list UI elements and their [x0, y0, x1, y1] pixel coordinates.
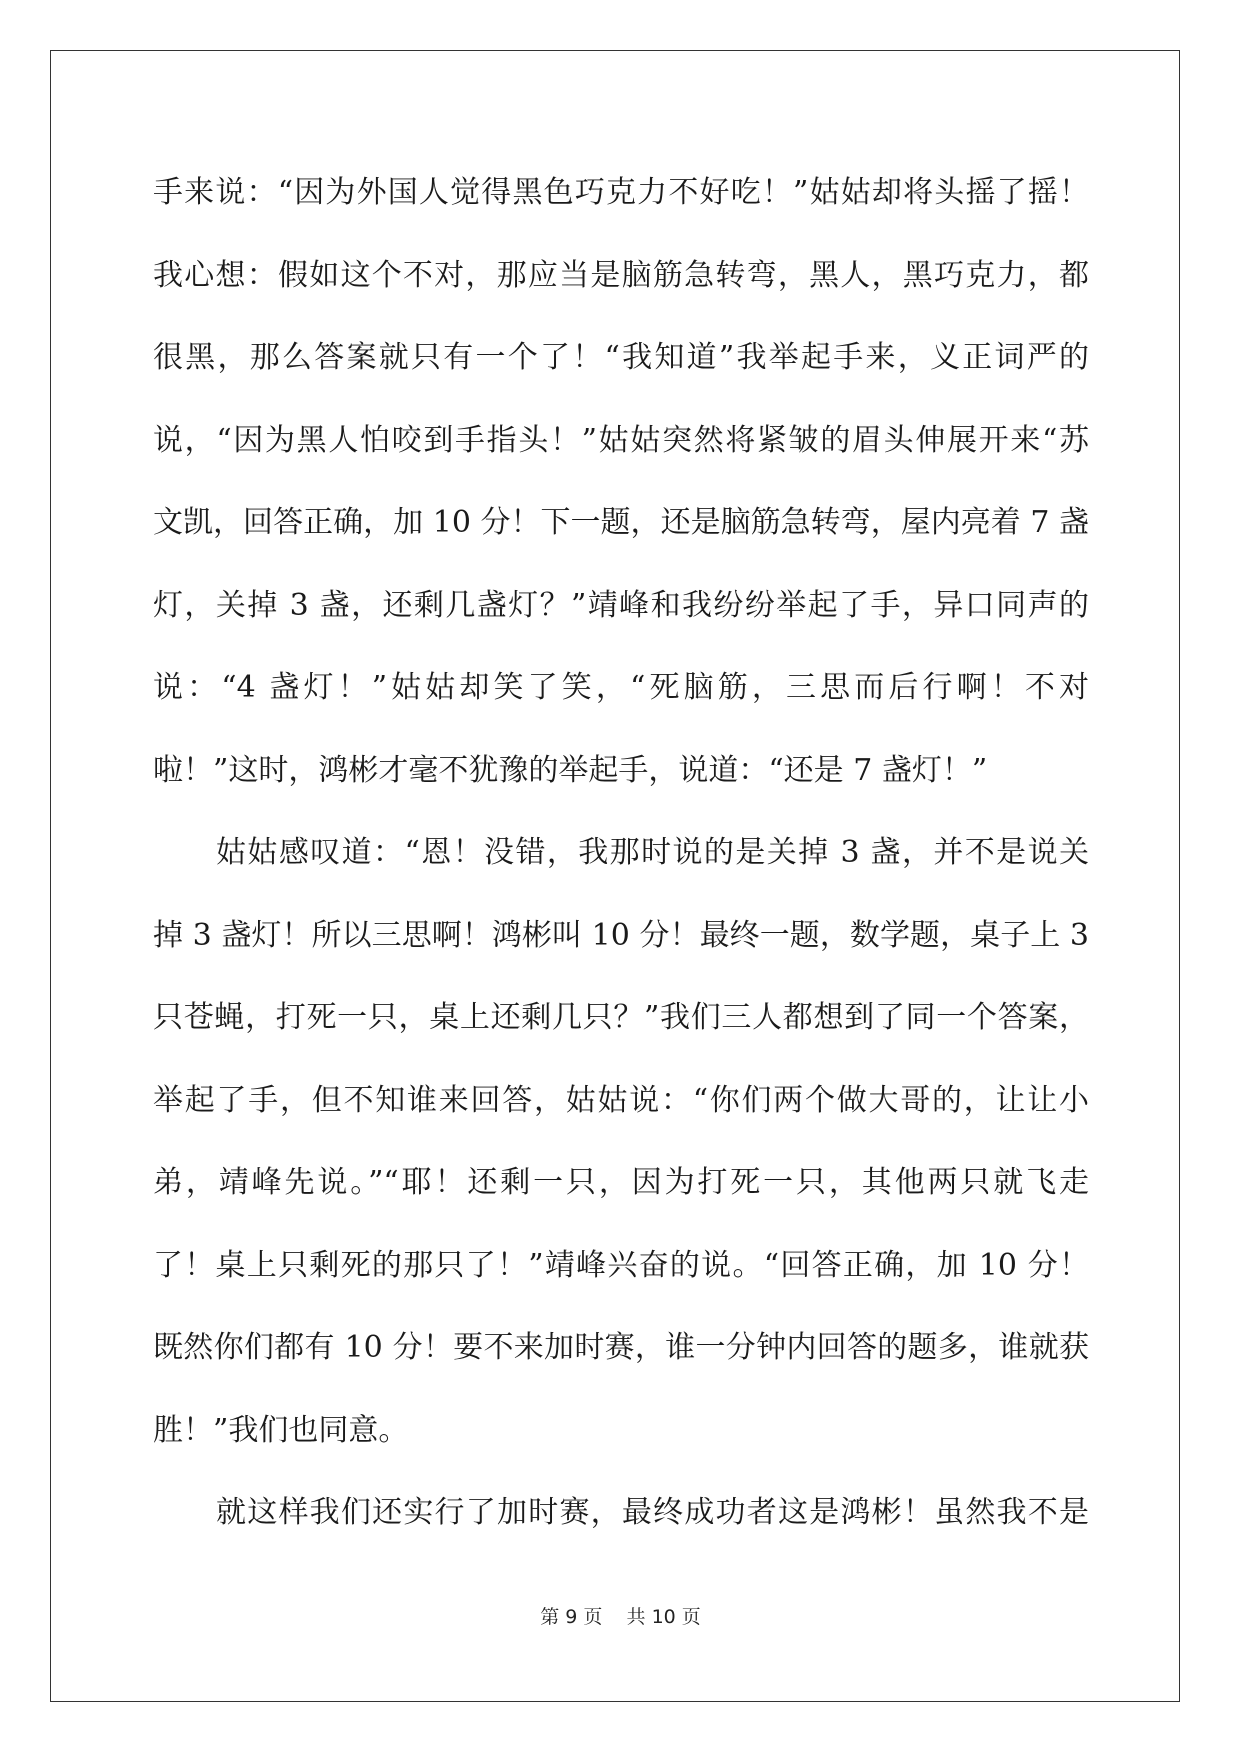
text-line: 啦！”这时，鸿彬才毫不犹豫的举起手，说道：“还是 7 盏灯！”: [153, 752, 988, 788]
text-line: 灯，关掉 3 盏，还剩几盏灯？”靖峰和我纷纷举起了手，异口同声的: [153, 587, 1089, 623]
text-line: 只苍蝇，打死一只，桌上还剩几只？”我们三人都想到了同一个答案，: [153, 1000, 1089, 1035]
text-line: 很黑，那么答案就只有一个了！“我知道”我举起手来，义正词严的: [153, 340, 1089, 375]
page-footer: [0, 1602, 1241, 1629]
text-line: 姑姑感叹道：“恩！没错，我那时说的是关掉 3 盏，并不是说关: [216, 835, 1089, 870]
text-line: 说，“因为黑人怕咬到手指头！”姑姑突然将紧皱的眉头伸展开来“苏: [153, 422, 1089, 458]
text-line: 弟，靖峰先说。”“耶！还剩一只，因为打死一只，其他两只就飞走: [153, 1165, 1089, 1200]
text-line: 了！桌上只剩死的那只了！”靖峰兴奋的说。“回答正确，加 10 分！: [153, 1247, 1089, 1283]
text-line: 文凯，回答正确，加 10 分！下一题，还是脑筋急转弯，屋内亮着 7 盏: [153, 505, 1089, 540]
text-line: 说：“4 盏灯！”姑姑却笑了笑，“死脑筋，三思而后行啊！不对: [153, 670, 1089, 705]
page-total: 共 10 页: [626, 1606, 701, 1628]
text-line: 我心想：假如这个不对，那应当是脑筋急转弯，黑人，黑巧克力，都: [153, 257, 1089, 293]
document-body: [153, 152, 1089, 1555]
text-line: 举起了手，但不知谁来回答，姑姑说：“你们两个做大哥的，让让小: [153, 1082, 1089, 1118]
page-number: 第 9 页: [540, 1606, 603, 1628]
text-line: 就这样我们还实行了加时赛，最终成功者这是鸿彬！虽然我不是: [216, 1495, 1089, 1530]
text-line: 既然你们都有 10 分！要不来加时赛，谁一分钟内回答的题多，谁就获: [153, 1330, 1089, 1365]
text-line: 手来说：“因为外国人觉得黑色巧克力不好吃！”姑姑却将头摇了摇！: [153, 175, 1089, 210]
text-line: 胜！”我们也同意。: [153, 1412, 409, 1448]
text-line: 掉 3 盏灯！所以三思啊！鸿彬叫 10 分！最终一题，数学题，桌子上 3: [153, 917, 1089, 953]
